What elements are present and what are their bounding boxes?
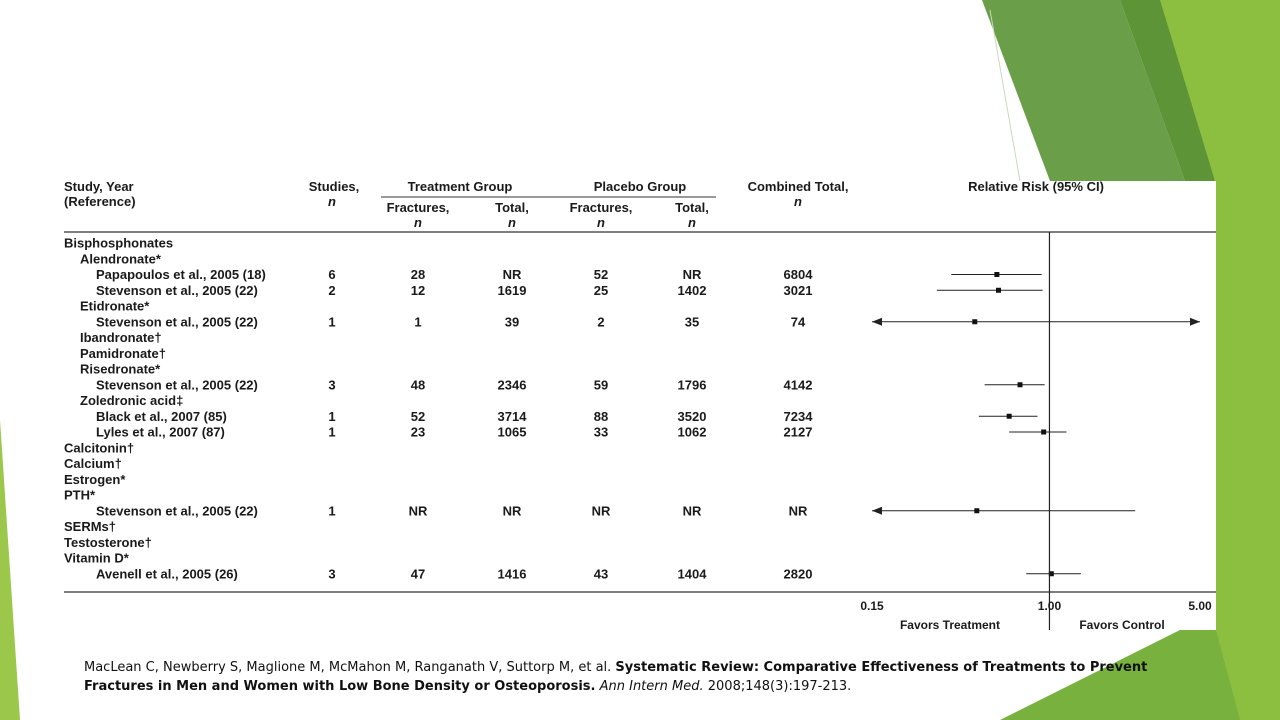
row-14-label: Calcium†: [64, 456, 122, 471]
row-7-label: Pamidronate†: [80, 345, 166, 361]
row-9-point-estimate: [1018, 382, 1023, 387]
row-12-label: Lyles et al., 2007 (87): [96, 424, 225, 440]
row-9-label: Stevenson et al., 2005 (22): [96, 377, 258, 393]
forest-plot-figure: [48, 181, 1216, 630]
citation-title: Systematic Review: Comparative Effectiveness of Treatments to Prevent Fractures in Men and Women with Low Bone Density or Osteoporosis.: [84, 660, 1148, 694]
header-reference: (Reference): [64, 194, 136, 209]
citation: [84, 658, 1204, 696]
row-3-p-fx: 25: [593, 282, 609, 298]
row-17-label: Stevenson et al., 2005 (22): [96, 503, 258, 519]
header-p-fractures: Fractures,: [569, 200, 633, 215]
row-5-point-estimate: [972, 319, 977, 324]
row-9-p-total: 1796: [677, 377, 707, 393]
row-3-p-total: 1402: [677, 282, 707, 298]
header-t-fractures: Fractures,: [386, 200, 450, 215]
row-0-label: Bisphosphonates: [64, 235, 174, 251]
header-t-total: Total,: [495, 200, 529, 215]
row-2-p-total: NR: [682, 267, 702, 282]
x-tick-1: 1.00: [1037, 599, 1062, 613]
row-19-label: Testosterone†: [64, 534, 152, 550]
row-17-combined: NR: [788, 503, 808, 519]
row-17-studies: 1: [328, 503, 336, 519]
row-21-t-fx: 47: [410, 566, 426, 582]
row-3-label: Stevenson et al., 2005 (22): [96, 282, 258, 298]
row-17-t-total: NR: [502, 503, 522, 519]
row-17-p-fx: NR: [591, 503, 611, 519]
row-5-label: Stevenson et al., 2005 (22): [96, 314, 258, 330]
row-5-p-fx: 2: [597, 314, 605, 330]
header-relative-risk: Relative Risk (95% CI): [968, 181, 1104, 194]
row-10-label: Zoledronic acid‡: [80, 393, 184, 408]
row-11-p-fx: 88: [593, 408, 609, 424]
row-11-combined: 7234: [783, 408, 813, 424]
row-9-t-fx: 48: [410, 377, 426, 393]
x-tick-0: 0.15: [860, 599, 884, 613]
row-12-t-fx: 23: [410, 424, 426, 440]
header-treatment-group: Treatment Group: [407, 181, 513, 194]
row-11-t-total: 3714: [497, 408, 527, 424]
row-2-p-fx: 52: [593, 267, 609, 282]
row-15-label: Estrogen*: [64, 471, 126, 487]
row-21-studies: 3: [328, 566, 336, 582]
row-5-t-fx: 1: [414, 314, 422, 330]
row-16-label: PTH*: [64, 487, 96, 503]
row-17-ci-arrow-left: [872, 507, 882, 515]
row-17-t-fx: NR: [408, 503, 428, 519]
row-21-label: Avenell et al., 2005 (26): [96, 566, 238, 582]
row-8-label: Risedronate*: [80, 361, 161, 377]
forest-plot: [48, 181, 1216, 630]
row-3-point-estimate: [996, 288, 1001, 293]
row-5-combined: 74: [790, 314, 806, 330]
row-11-point-estimate: [1007, 414, 1012, 419]
green-triangle-left: [0, 420, 20, 720]
row-5-ci-arrow-left: [872, 318, 882, 326]
row-11-p-total: 3520: [677, 408, 707, 424]
row-20-label: Vitamin D*: [64, 550, 129, 566]
row-17-point-estimate: [974, 508, 979, 513]
row-2-t-fx: 28: [410, 267, 426, 282]
header-placebo-group: Placebo Group: [593, 181, 687, 194]
row-1-label: Alendronate*: [80, 251, 161, 267]
row-9-combined: 4142: [783, 377, 813, 393]
row-21-p-total: 1404: [677, 566, 707, 582]
row-3-t-fx: 12: [410, 282, 426, 298]
header-studies-n: n: [328, 194, 336, 209]
row-3-t-total: 1619: [497, 282, 527, 298]
row-2-studies: 6: [328, 267, 336, 282]
citation-journal: Ann Intern Med.: [599, 679, 704, 694]
citation-authors: MacLean C, Newberry S, Maglione M, McMahon M, Ranganath V, Suttorp M, et al.: [84, 660, 612, 675]
row-17-p-total: NR: [682, 503, 702, 519]
row-5-ci-arrow-right: [1190, 318, 1200, 326]
row-12-p-total: 1062: [677, 424, 707, 440]
row-18-label: SERMs†: [64, 519, 117, 534]
row-3-combined: 3021: [783, 282, 813, 298]
row-21-combined: 2820: [783, 566, 813, 582]
row-6-label: Ibandronate†: [80, 330, 162, 345]
row-3-studies: 2: [328, 282, 336, 298]
row-5-t-total: 39: [504, 314, 520, 330]
header-t-fractures-n: n: [414, 215, 422, 230]
row-2-combined: 6804: [783, 267, 813, 282]
row-12-p-fx: 33: [593, 424, 609, 440]
x-tick-2: 5.00: [1188, 599, 1212, 613]
header-studies: Studies,: [308, 181, 360, 194]
row-2-label: Papapoulos et al., 2005 (18): [96, 267, 266, 282]
row-5-p-total: 35: [684, 314, 700, 330]
header-combined: Combined Total,: [747, 181, 849, 194]
header-t-total-n: n: [508, 215, 516, 230]
citation-details: 2008;148(3):197-213.: [707, 679, 852, 694]
row-2-point-estimate: [994, 272, 999, 277]
row-4-label: Etidronate*: [80, 298, 150, 314]
row-9-studies: 3: [328, 377, 336, 393]
row-11-studies: 1: [328, 408, 336, 424]
row-13-label: Calcitonin†: [64, 440, 135, 456]
row-11-t-fx: 52: [410, 408, 426, 424]
row-9-t-total: 2346: [497, 377, 527, 393]
row-21-p-fx: 43: [593, 566, 609, 582]
row-5-studies: 1: [328, 314, 336, 330]
favors-control-label: Favors Control: [1079, 618, 1165, 630]
row-11-label: Black et al., 2007 (85): [96, 408, 227, 424]
row-12-point-estimate: [1041, 430, 1046, 435]
favors-treatment-label: Favors Treatment: [899, 618, 1001, 630]
header-study: Study, Year: [64, 181, 134, 194]
header-p-total-n: n: [688, 215, 696, 230]
header-combined-n: n: [794, 194, 802, 209]
row-12-studies: 1: [328, 424, 336, 440]
header-p-fractures-n: n: [597, 215, 605, 230]
row-9-p-fx: 59: [593, 377, 609, 393]
row-2-t-total: NR: [502, 267, 522, 282]
row-12-t-total: 1065: [497, 424, 527, 440]
row-21-t-total: 1416: [497, 566, 527, 582]
header-p-total: Total,: [675, 200, 709, 215]
row-12-combined: 2127: [783, 424, 813, 440]
